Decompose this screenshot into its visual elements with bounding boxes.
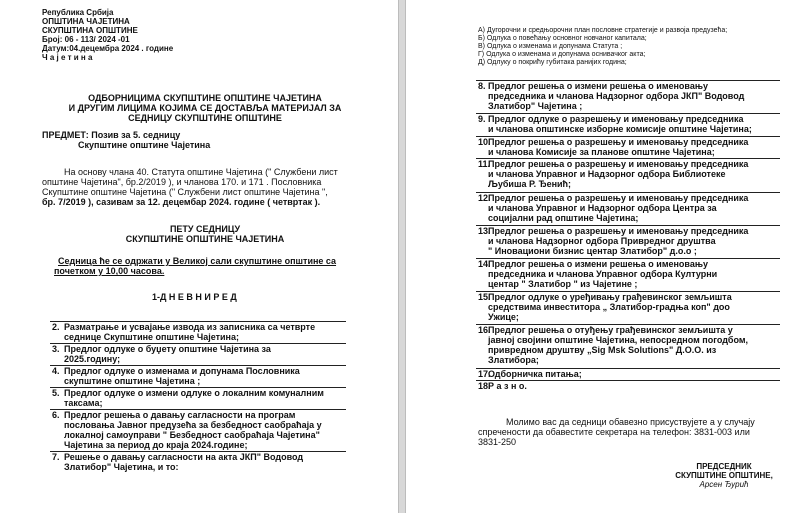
subject-text: Позив за 5. седницу (88, 130, 181, 140)
item-divider (50, 365, 346, 366)
agenda-item-text: средствима инвеститора „ Златибор-градња коп" доо (488, 302, 730, 313)
item-divider (50, 451, 346, 452)
agenda-item-number: 16. (478, 325, 491, 336)
agenda-item-text: и чланова општинске изборне комисије општине Чајетина; (488, 124, 752, 135)
letterhead-line: СКУПШТИНА ОПШТИНЕ (42, 26, 138, 35)
agenda-item-text: и чланова Управног и Надзорног одбора Библиотеке (488, 169, 726, 180)
agenda-item-text: Решење о давању сагласности на акта ЈКП" Водовод (64, 452, 304, 462)
agenda-item-text: социјални рад општине Чајетина; (488, 212, 639, 223)
agenda-item-text: Предлог решења о давању сагласности на програм (64, 410, 296, 420)
agenda-item-number: 11. (478, 159, 491, 170)
signature-name: Арсен Ђурић (699, 480, 749, 489)
agenda-item-text: председника и чланова Надзорног одбора ЈКП" Водовод (488, 91, 745, 101)
agenda-item-text: Предлог решења о разрешењу и именовању председника (488, 192, 749, 203)
letterhead-line: Република Србија (42, 8, 114, 17)
agenda-item-text: Предлог решења о измени решења о именовању (488, 259, 708, 269)
sub-items-list (478, 27, 727, 67)
agenda-item-number: 8. (478, 81, 486, 91)
agenda-item-text: Предлог решења о измени решења о именовању (488, 81, 708, 91)
sub-item: А) Дугорочни и средњорочни план пословне стратегије и развоја предузећа; (478, 27, 728, 34)
agenda-item-text: Златибор" Чајетина, и то: (64, 462, 179, 472)
subject (42, 130, 210, 150)
agenda-item-number: 13. (478, 225, 491, 236)
item-divider (476, 291, 780, 292)
session-title-line: СКУПШТИНЕ ОПШТИНЕ ЧАЈЕТИНА (125, 234, 285, 244)
item-divider (50, 343, 346, 344)
agenda-item-text: Одборничка питања; (488, 369, 582, 380)
closing-line: 3831-250 (478, 437, 517, 447)
body-line: На основу члана 40. Статута општине Чајетина (" Службени лист (64, 167, 338, 177)
letterhead-line: Датум:04.децембра 2024 . године (42, 44, 174, 53)
agenda-item-text: председника и чланова Управног одбора Културни (488, 269, 718, 279)
closing-line: Молимо вас да седници обавезно присуствујете а у случају (506, 417, 755, 427)
agenda-item-text: 2025.годину; (64, 354, 121, 364)
agenda-item-text: привредном друштву „Sig Msk Solutions" Д.О.О. из (488, 345, 717, 356)
agenda-item-number: 5. (52, 388, 60, 398)
agenda-item-text: Златибора; (488, 355, 539, 366)
agenda-item-number: 4. (52, 366, 60, 376)
signature-block (654, 462, 794, 489)
letterhead-line: Ч а ј е т и н а (42, 53, 93, 62)
agenda-item-text: Предлог решења о разрешењу и именовању председника (488, 136, 749, 147)
item-divider (476, 380, 780, 381)
agenda-title: 1-Д Н Е В Н И Р Е Д (152, 292, 237, 302)
agenda-item-number: 9. (478, 114, 486, 125)
letterhead-line: ОПШТИНА ЧАЈЕТИНА (42, 17, 130, 26)
closing-paragraph (478, 417, 755, 447)
agenda-item-text: центар " Златибор " из Чајетине ; (488, 279, 638, 289)
agenda-item-text: седнице Скупштине општине Чајетина; (64, 332, 239, 342)
left-page (0, 0, 398, 513)
recipients-line: СЕДНИЦУ СКУПШТИНЕ ОПШТИНЕ (128, 113, 282, 123)
agenda-item-text: " Иновациони бизнис центар Златибор" д.о.о ; (488, 245, 697, 256)
item-divider (476, 192, 780, 193)
item-divider (50, 409, 346, 410)
right-page (406, 0, 800, 513)
item-divider (476, 368, 780, 369)
agenda-item-text: јавној својини општине Чајетина, непосредном погодбом, (488, 335, 749, 346)
agenda-item-text: Предлог одлуке о разрешењу и именовању председника (488, 114, 744, 125)
session-location (54, 256, 336, 276)
agenda-item-text: и чланова Управног и Надзорног одбора Центра за (488, 202, 717, 213)
agenda-item-number: 15. (478, 292, 491, 303)
subject-text-2: Скупштине општине Чајетина (78, 140, 211, 150)
agenda-item-number: 6. (52, 410, 60, 420)
sub-item: Б) Одлука о повећању основног новчаног капитала; (478, 35, 647, 42)
location-line: почетком у 10,00 часова. (54, 266, 165, 276)
signature-title: ПРЕДСЕДНИК (696, 462, 752, 471)
agenda-item-number: 2. (52, 322, 60, 332)
recipients-line: ОДБОРНИЦИМА СКУПШТИНЕ ОПШТИНЕ ЧАЈЕТИНА (88, 93, 322, 103)
agenda-item-text: и чланова Надзорног одбора Привредног друштва (488, 235, 716, 246)
session-title-line: ПЕТУ СЕДНИЦУ (169, 224, 241, 234)
agenda-item-text: Предлог одлуке о изменама и допунама Пословника (64, 366, 300, 376)
item-divider (50, 387, 346, 388)
agenda-item-text: пословања Јавног предузећа за безбедност саобраћаја у (64, 420, 322, 430)
agenda-item-number: 7. (52, 452, 60, 462)
agenda-item-number: 18. (478, 381, 491, 392)
letterhead-line: Број: 06 - 113/ 2024 -01 (42, 35, 130, 44)
agenda-item-text: Чајетина за период до краја 2024.године; (64, 440, 248, 450)
agenda-item-text: таксама; (64, 398, 103, 408)
agenda-item-text: Предлог одлуке о уређивању грађевинског земљишта (488, 292, 732, 303)
item-divider (476, 136, 780, 137)
signature-title: СКУПШТИНЕ ОПШТИНЕ, (675, 471, 773, 480)
location-line: Седница ће се одржати у Великој сали скупштине општине са (58, 256, 337, 266)
closing-line: спречености да обавестите секретара на телефон: 3831-003 или (478, 427, 750, 437)
sub-item: Г) Одлука о изменама и допунама оснивачког акта; (478, 51, 646, 58)
sub-item: Д) Одлуку о покрићу губитака ранијих година; (478, 59, 627, 66)
agenda-item-text: Златибор" Чајетина ; (488, 101, 583, 111)
body-line: Скупштине општине Чајетина (" Службени лист општине Чајетина ", (42, 187, 328, 197)
agenda-item-text: Предлог одлуке о буџету општине Чајетина за (64, 344, 271, 354)
agenda-item-number: 17. (478, 369, 491, 380)
agenda-item-text: локалној самоуправи " Безбедност саобраћаја Чајетина" (64, 430, 320, 440)
agenda-item-number: 10. (478, 136, 491, 147)
item-divider (476, 113, 780, 114)
session-title (20, 224, 390, 244)
subject-label: ПРЕДМЕТ: (42, 130, 89, 140)
agenda-item-text: скупштине општине Чајетина ; (64, 376, 201, 386)
agenda-item-text: Љубиша Р. Ђенић; (488, 179, 572, 190)
agenda-item-text: Р а з н о. (488, 381, 527, 392)
page-gutter (398, 0, 406, 513)
body-paragraph (42, 167, 338, 207)
item-divider (476, 324, 780, 325)
item-divider (476, 158, 780, 159)
agenda-item-text: и чланова Комисије за планове општине Чајетина; (488, 146, 715, 157)
item-divider (50, 321, 346, 322)
recipients-line: И ДРУГИМ ЛИЦИМА КОЈИМА СЕ ДОСТАВЉА МАТЕРИЈАЛ ЗА (68, 103, 342, 113)
agenda-item-text: Ужице; (488, 312, 519, 323)
body-line: бр. 7/2019 ), сазивам за 12. децембар 2024. године ( четвртак ). (42, 197, 321, 207)
agenda-item-text: Предлог решења о отуђењу грађевинског земљишта у (488, 325, 733, 336)
letterhead (42, 8, 173, 62)
agenda-item-text: Разматрање и усвајање извода из записника са четврте (64, 322, 316, 332)
item-divider (476, 80, 780, 81)
body-line: општине Чајетина", бр.2/2019 ), и чланова 170. и 171 . Пословника (42, 177, 322, 187)
agenda-item-number: 12. (478, 192, 491, 203)
agenda-item-number: 14. (478, 259, 491, 269)
agenda-item-number: 3. (52, 344, 60, 354)
agenda-item-text: Предлог решења о разрешењу и именовању председника (488, 225, 749, 236)
agenda-item-text: Предлог одлуке о измени одлуке о локалним комуналним (64, 388, 324, 398)
agenda-item-text: Предлог решења о разрешењу и именовању председника (488, 159, 749, 170)
item-divider (476, 258, 780, 259)
item-divider (476, 225, 780, 226)
recipients-heading (20, 93, 390, 123)
sub-item: В) Одлука о изменама и допунама Статута ; (478, 43, 623, 50)
